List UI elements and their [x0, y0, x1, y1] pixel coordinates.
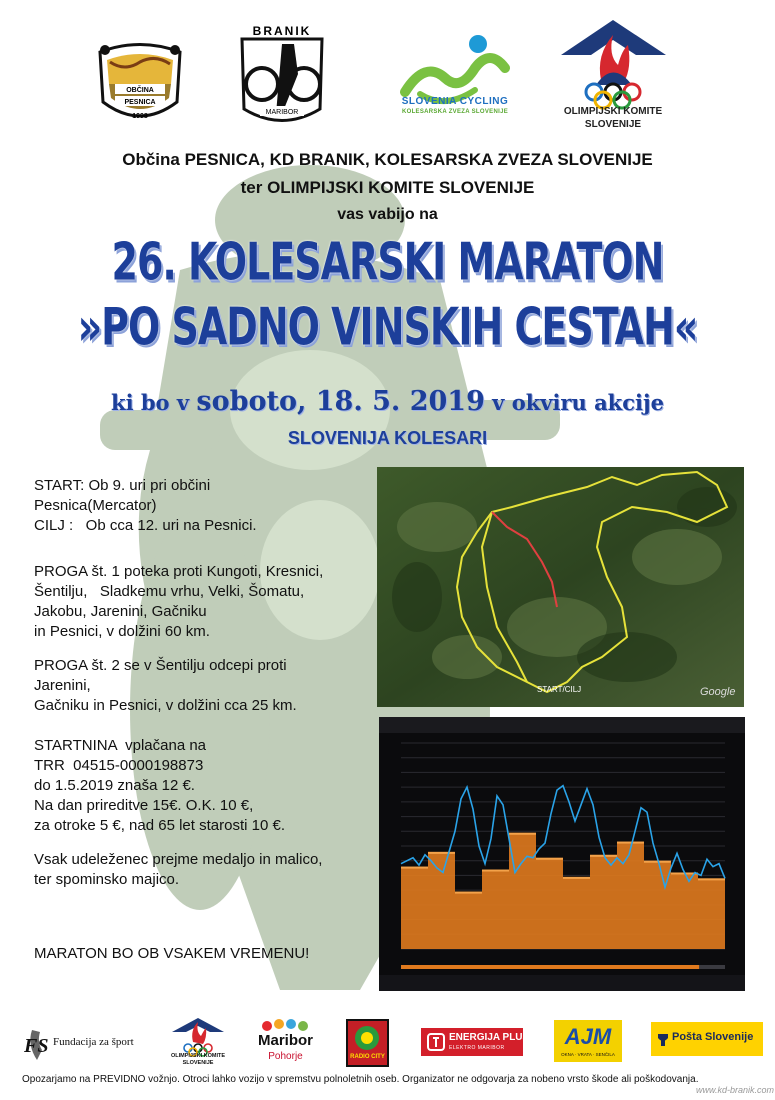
oks-sponsor-logo — [168, 1018, 228, 1058]
start-line: Pesnica(Mercator) — [34, 497, 157, 514]
pesnica-logo-year: 1998 — [132, 113, 148, 120]
chart-bar — [536, 858, 563, 949]
organizers-line2: ter OLIMPIJSKI KOMITE SLOVENIJE — [240, 178, 535, 197]
chart-svg — [379, 717, 745, 991]
chart-bar — [590, 855, 617, 949]
ajm-text: AJM — [564, 1024, 612, 1049]
chart-bar-top — [563, 877, 590, 879]
organizers-line1: Občina PESNICA, KD BRANIK, KOLESARSKA ZVEZA SLOVENIJE — [122, 150, 653, 169]
route-map-image — [377, 467, 744, 707]
chart-bar-top — [698, 878, 725, 880]
date-prefix: ki bo v — [111, 390, 197, 415]
event-title-line2: »PO SADNO VINSKIH CESTAH« — [77, 297, 698, 357]
route1-line: Jakobu, Jarenini, Gačniku — [34, 603, 207, 620]
branik-logo-bottom: MARIBOR — [265, 109, 299, 116]
oks-sponsor-text2: SLOVENIJE — [182, 1060, 214, 1066]
elektro-maribor-text: ELEKTRO MARIBOR — [449, 1045, 505, 1051]
pesnica-logo-text1: OBČINA — [126, 87, 154, 94]
ajm-subtext: OKNA · VRATA · SENČILA — [561, 1052, 615, 1057]
start-line: START: Ob 9. uri pri občini — [34, 477, 211, 494]
chart-bar-top — [401, 867, 428, 869]
chart-bar — [455, 892, 482, 949]
start-info — [34, 476, 257, 536]
oks-sponsor-text1: OLIMPIJSKI KOMITE — [170, 1053, 226, 1059]
route1-info — [34, 562, 323, 642]
gift-line: Vsak udeleženec prejme medaljo in malico, — [34, 851, 323, 868]
chart-bar — [428, 852, 455, 949]
chart-bar — [617, 842, 644, 949]
chart-bar-top — [455, 892, 482, 894]
chart-bar-top — [617, 842, 644, 844]
route1-line: in Pesnici, v dolžini 60 km. — [34, 623, 210, 640]
pohorje-text: Pohorje — [268, 1051, 303, 1062]
chart-legend-strip — [379, 975, 745, 991]
fundacija-za-sport-text: Fundacija za šport — [53, 1036, 134, 1048]
event-date: soboto, 18. 5. 2019 — [196, 386, 485, 417]
oks-logo-text1: OLIMPIJSKI KOMITE — [563, 106, 663, 117]
chart-bar — [509, 833, 536, 949]
route2-line: PROGA št. 2 se v Šentilju odcepi proti — [34, 657, 287, 674]
posta-horn-icon — [656, 1030, 670, 1048]
cycling-logo-title: SLOVENIA CYCLING — [401, 96, 509, 107]
branik-logo-text: BRANIK — [252, 24, 312, 38]
weather-notice: MARATON BO OB VSAKEM VREMENU! — [34, 945, 310, 962]
route2-line: Gačniku in Pesnici, v dolžini cca 25 km. — [34, 697, 297, 714]
kd-branik-logo — [232, 24, 332, 134]
fee-line: do 1.5.2019 znaša 12 €. — [34, 777, 195, 794]
svg-text:FS: FS — [24, 1035, 49, 1057]
chart-bar — [401, 867, 428, 949]
route1-line: PROGA št. 1 poteka proti Kungoti, Kresnici, — [34, 563, 324, 580]
fee-line: za otroke 5 €, nad 65 let starosti 10 €. — [34, 817, 285, 834]
chart-bar — [482, 870, 509, 949]
chart-bar — [671, 872, 698, 949]
website-watermark: www.kd-branik.com — [696, 1085, 775, 1095]
entry-fee-info — [34, 736, 285, 836]
chart-header-strip — [379, 717, 745, 733]
radio-city-logo — [345, 1018, 390, 1068]
map-google-watermark: Google — [700, 686, 736, 698]
oks-logo-text2: SLOVENIJE — [584, 119, 642, 130]
obcina-pesnica-logo — [85, 32, 195, 132]
fee-line: TRR 04515-0000198873 — [34, 757, 204, 774]
event-date-line — [0, 386, 775, 417]
energija-plus-text: ENERGIJA PLUS — [449, 1032, 530, 1043]
route-profile-chart — [379, 717, 745, 991]
fee-line: STARTNINA vplačana na — [34, 737, 207, 754]
chart-bar-top — [428, 852, 455, 854]
route2-line: Jarenini, — [34, 677, 91, 694]
chart-bar-top — [482, 870, 509, 872]
date-suffix: v okviru akcije — [484, 390, 664, 415]
event-title-line1: 26. KOLESARSKI MARATON — [111, 232, 664, 292]
olimpijski-komite-logo — [556, 20, 671, 135]
gift-line: ter spominsko majico. — [34, 871, 180, 888]
route2-info — [34, 656, 297, 716]
chart-bar-top — [536, 858, 563, 860]
participant-gift-info — [34, 850, 322, 890]
slovenia-cycling-logo — [385, 30, 525, 130]
fee-line: Na dan prireditve 15€. O.K. 10 €, — [34, 797, 254, 814]
chart-bar — [563, 877, 590, 949]
maribor-text: Maribor — [257, 1032, 313, 1049]
finish-line: CILJ : Ob cca 12. uri na Pesnici. — [34, 517, 257, 534]
map-start-finish-label: START/CILJ — [537, 685, 582, 694]
pesnica-logo-text2: PESNICA — [124, 99, 156, 106]
safety-disclaimer: Opozarjamo na PREVIDNO vožnjo. Otroci lahko vozijo v spremstvu polnoletnih oseb. Organizator ne odgovarja za nobeno vrsto škode ali poškodovanja. — [22, 1074, 699, 1085]
chart-timeline-fill — [401, 965, 699, 969]
campaign-name: SLOVENIJA KOLESARI — [287, 428, 488, 448]
invitation-line: vas vabijo na — [337, 206, 438, 223]
energija-plus-icon — [426, 1032, 446, 1052]
chart-bar-top — [509, 833, 536, 835]
cycling-logo-subtitle: KOLESARSKA ZVEZA SLOVENIJE — [401, 109, 509, 115]
chart-bar — [698, 878, 725, 949]
chart-bar — [644, 861, 671, 949]
posta-slovenije-text: Pošta Slovenije — [672, 1031, 754, 1043]
route1-line: Šentilju, Sladkemu vrhu, Velki, Šomatu, — [34, 583, 305, 600]
radio-city-text: RADIO CITY — [350, 1054, 385, 1060]
